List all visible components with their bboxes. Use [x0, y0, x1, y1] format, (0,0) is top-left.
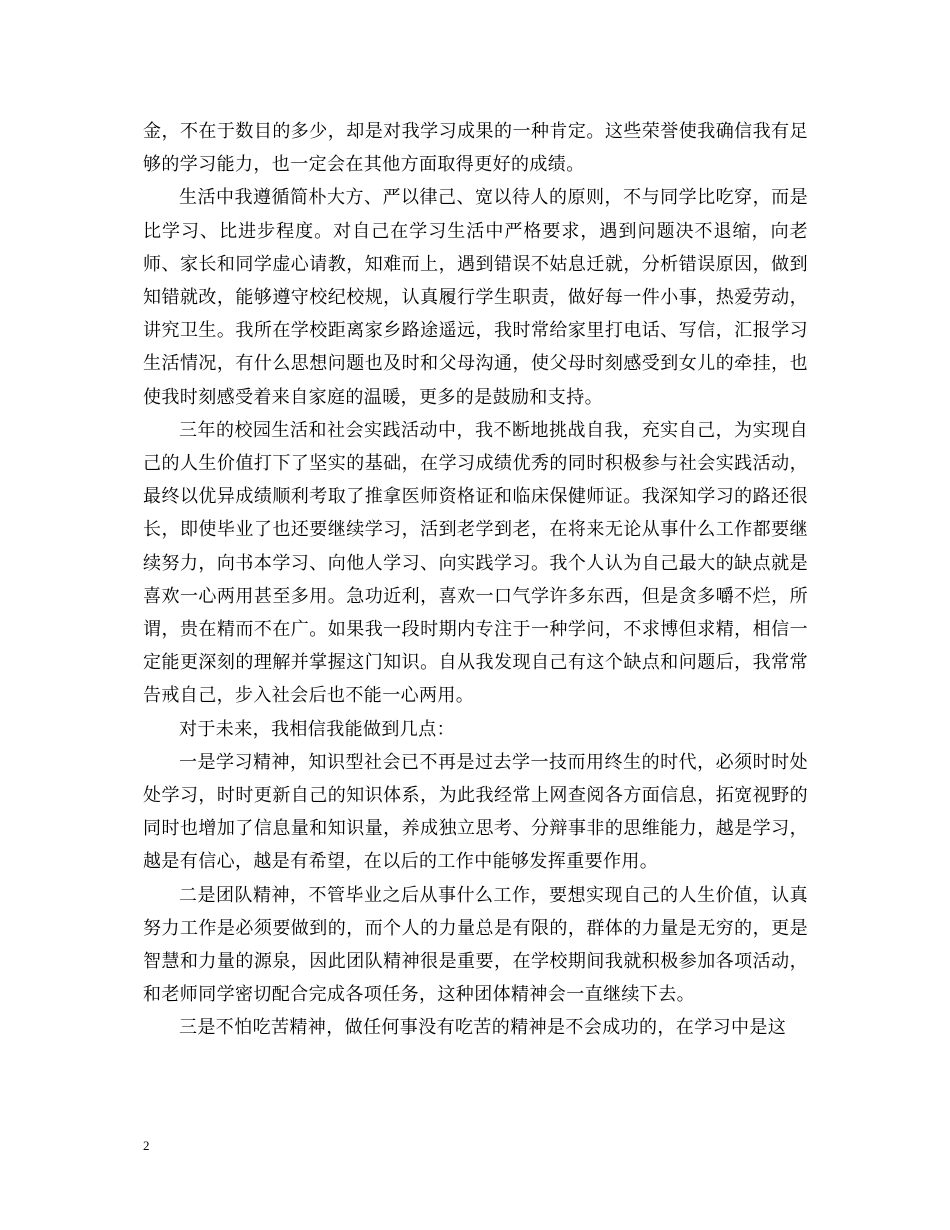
- paragraph-6: 二是团队精神，不管毕业之后从事什么工作，要想实现自己的人生价值，认真努力工作是必须要做到的，而个人的力量总是有限的，群体的力量是无穷的，更是智慧和力量的源泉，因此团队精神很是重要，在学校期间我就积极参加各项活动，和老师同学密切配合完成各项任务，这种团体精神会一直继续下去。: [143, 884, 808, 1006]
- document-body: [143, 115, 808, 1045]
- page-number: 2: [143, 1138, 150, 1153]
- paragraph-4: 对于未来，我相信我能做到几点：: [179, 718, 455, 740]
- paragraph-3: 三年的校园生活和社会实践活动中，我不断地挑战自我，充实自己，为实现自己的人生价值打下了坚实的基础，在学习成绩优秀的同时积极参与社会实践活动，最终以优异成绩顺利考取了推拿医师资格证和临床保健师证。我深知学习的路还很长，即使毕业了也还要继续学习，活到老学到老，在将来无论从事什么工作都要继续努力，向书本学习、向他人学习、向实践学习。我个人认为自己最大的缺点就是喜欢一心两用甚至多用。急功近利，喜欢一口气学许多东西，但是贪多嚼不烂，所谓，贵在精而不在广。如果我一段时期内专注于一种学问，不求博但求精，相信一定能更深刻的理解并掌握这门知识。自从我发现自己有这个缺点和问题后，我常常告戒自己，步入社会后也不能一心两用。: [143, 419, 808, 707]
- paragraph-5: 一是学习精神，知识型社会已不再是过去学一技而用终生的时代，必须时时处处学习，时时更新自己的知识体系，为此我经常上网查阅各方面信息，拓宽视野的同时也增加了信息量和知识量，养成独立思考、分辩事非的思维能力，越是学习，越是有信心，越是有希望，在以后的工作中能够发挥重要作用。: [143, 751, 808, 873]
- paragraph-2: 生活中我遵循简朴大方、严以律己、宽以待人的原则，不与同学比吃穿，而是比学习、比进步程度。对自己在学习生活中严格要求，遇到问题决不退缩，向老师、家长和同学虚心请教，知难而上，遇到错误不姑息迁就，分析错误原因，做到知错就改，能够遵守校纪校规，认真履行学生职责，做好每一件小事，热爱劳动，讲究卫生。我所在学校距离家乡路途遥远，我时常给家里打电话、写信，汇报学习生活情况，有什么思想问题也及时和父母沟通，使父母时刻感受到女儿的牵挂，也使我时刻感受着来自家庭的温暖，更多的是鼓励和支持。: [143, 187, 808, 408]
- paragraph-7: 三是不怕吃苦精神，做任何事没有吃苦的精神是不会成功的，在学习中是这: [179, 1017, 787, 1039]
- paragraph-1: 金，不在于数目的多少，却是对我学习成果的一种肯定。这些荣誉使我确信我有足够的学习能力，也一定会在其他方面取得更好的成绩。: [143, 121, 808, 176]
